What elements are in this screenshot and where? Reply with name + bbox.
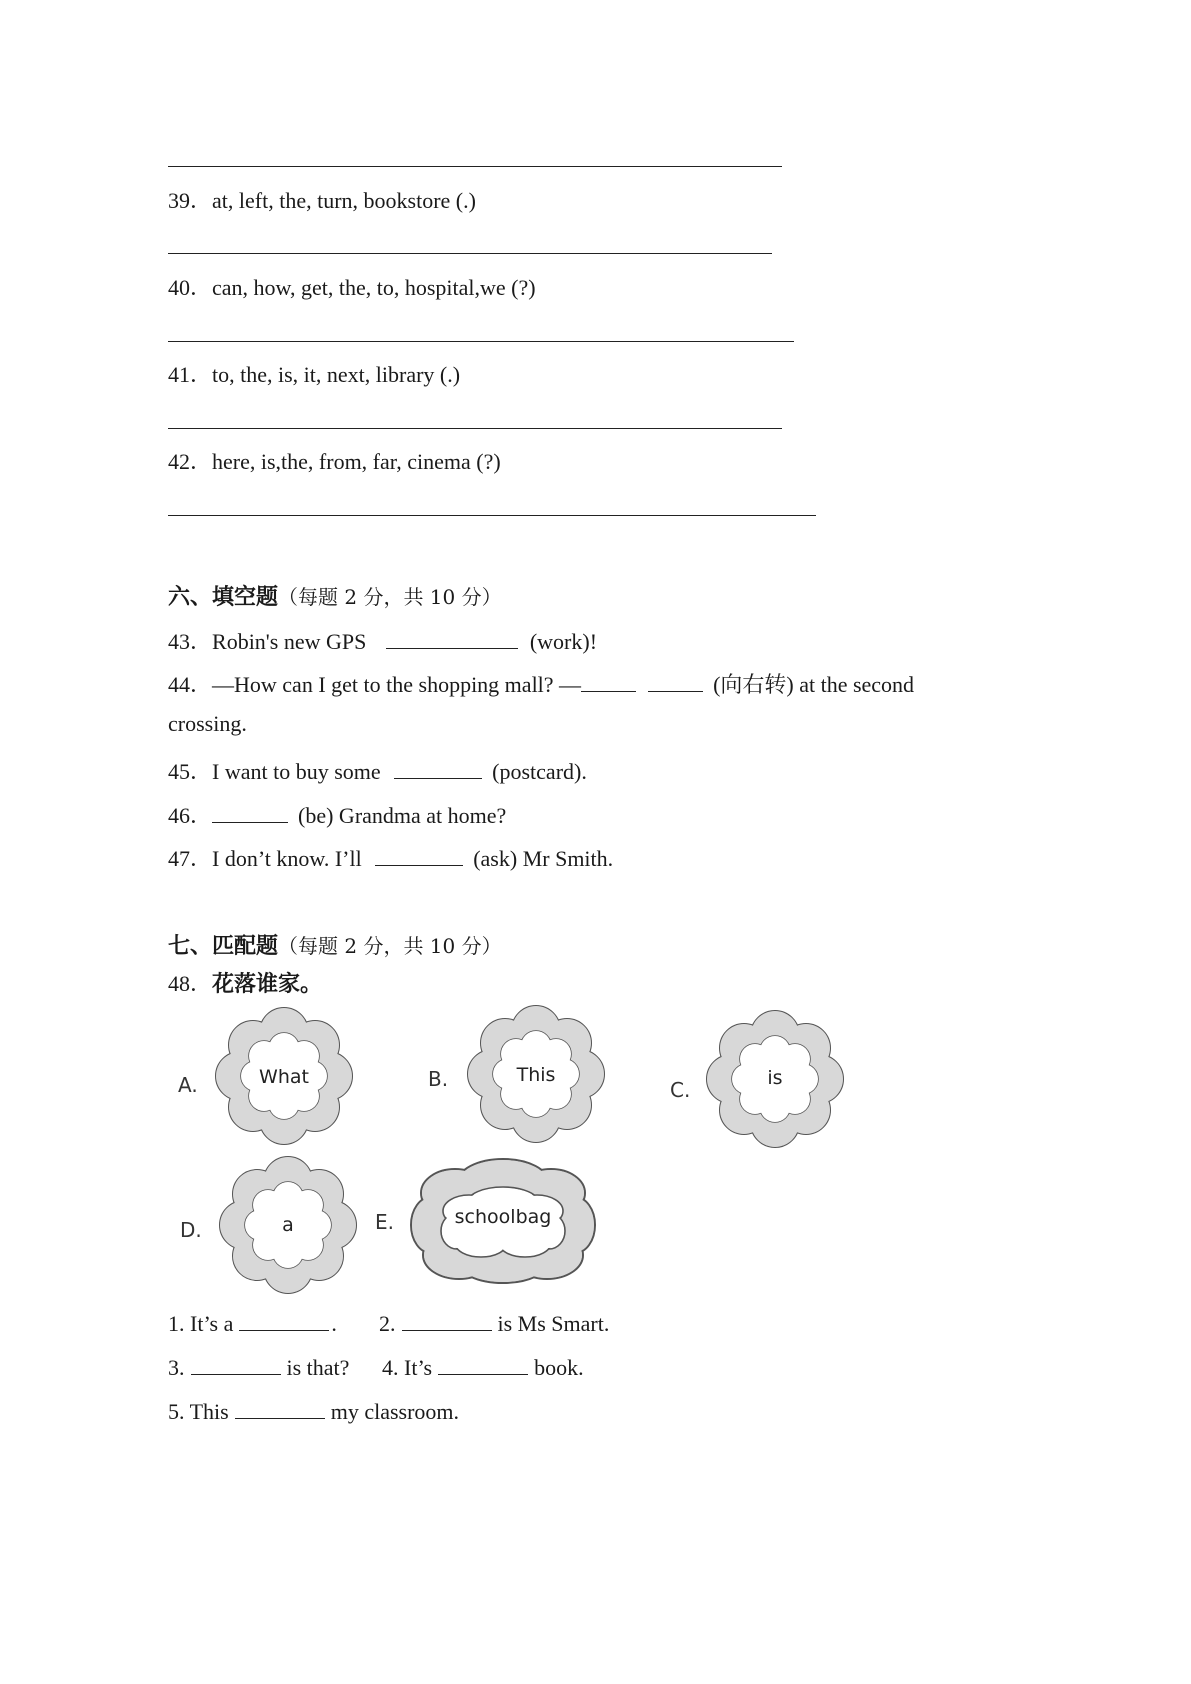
flower-e — [411, 1159, 595, 1283]
blank-s1[interactable] — [239, 1308, 329, 1331]
flower-word-a: What — [259, 1066, 309, 1088]
blank-s3[interactable] — [191, 1352, 281, 1375]
flower-c — [707, 1011, 843, 1147]
question-48: 48．花落谁家。 — [168, 971, 323, 997]
flower-b — [468, 1006, 604, 1142]
flower-label-e: E. — [375, 1210, 394, 1234]
question-44: 44．—How can I get to the shopping mall? — (向右转) at the second — [168, 669, 914, 696]
question-47: 47．I don’t know. I’ll (ask) Mr Smith. — [168, 843, 613, 870]
section-7-heading: 七、匹配题（每题 2 分，共 10 分） — [168, 934, 502, 959]
flower-word-b: This — [516, 1064, 556, 1086]
flower-word-d: a — [282, 1214, 294, 1236]
flower-label-a: A. — [178, 1073, 198, 1097]
flower-d — [220, 1157, 356, 1293]
match-sentence-4: 4. It’s book. — [382, 1352, 584, 1379]
question-45: 45．I want to buy some (postcard). — [168, 756, 587, 783]
flower-word-c: is — [767, 1067, 783, 1089]
flower-a — [216, 1008, 352, 1144]
flower-label-c: C. — [670, 1078, 691, 1102]
match-sentence-5: 5. This my classroom. — [168, 1396, 459, 1423]
question-40: 40．can, how, get, the, to, hospital,we (?) — [168, 275, 536, 300]
flower-word-e: schoolbag — [454, 1206, 552, 1228]
question-41: 41．to, the, is, it, next, library (.) — [168, 362, 461, 387]
match-sentence-1: 1. It’s a . — [168, 1308, 337, 1335]
blank-s5[interactable] — [235, 1396, 325, 1419]
match-sentence-2: 2. is Ms Smart. — [379, 1308, 609, 1335]
match-sentence-3: 3. is that? — [168, 1352, 349, 1379]
section-6-heading: 六、填空题（每题 2 分，共 10 分） — [168, 585, 502, 610]
flower-label-d: D. — [180, 1218, 202, 1242]
flower-label-b: B. — [428, 1067, 449, 1091]
blank-s2[interactable] — [402, 1308, 492, 1331]
question-44-continuation: crossing. — [168, 711, 247, 736]
question-42: 42．here, is,the, from, far, cinema (?) — [168, 449, 501, 474]
blank-s4[interactable] — [438, 1352, 528, 1375]
question-43: 43．Robin's new GPS (work)! — [168, 626, 597, 653]
question-39: 39．at, left, the, turn, bookstore (.) — [168, 188, 476, 213]
question-46: 46． (be) Grandma at home? — [168, 800, 506, 827]
